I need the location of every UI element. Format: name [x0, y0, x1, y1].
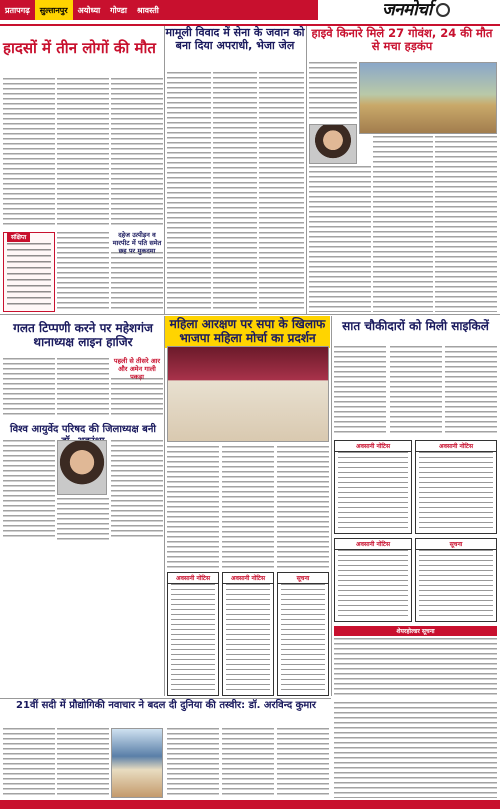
briefs-label: संक्षिप्त: [7, 232, 30, 242]
tab-pratapgarh[interactable]: प्रतापगढ़: [5, 6, 30, 15]
newspaper-brand: जनमोर्चा: [382, 0, 432, 20]
article-text: [390, 346, 442, 436]
article-text: [111, 440, 163, 540]
article-text: [213, 72, 257, 312]
article-text: [111, 78, 163, 228]
notice-title: अवसानी नोटिस: [168, 573, 218, 584]
vishwa-headline: विश्व आयुर्वेद परिषद की जिलाध्यक्ष बनी: [10, 424, 156, 435]
article-text: [259, 72, 304, 312]
article-text: [3, 440, 55, 540]
divider: [164, 316, 165, 696]
legal-notice: [334, 538, 412, 622]
pradhyogiki-headline: 21वीं सदी में प्रौद्योगिकी नवाचार ने बदल दी दुनिया की तस्वीर: डॉ. अरविन्द कुमार: [16, 700, 316, 711]
brand-logo-icon: [436, 3, 450, 17]
notice-title: सूचना: [416, 539, 496, 550]
article-text: [57, 498, 109, 540]
portrait-photo: [57, 440, 107, 495]
dateline: [318, 0, 378, 20]
masthead: [0, 0, 500, 20]
notice-title: सूचना: [278, 573, 328, 584]
article-text: [277, 728, 329, 798]
legal-notice: [334, 440, 412, 534]
article-text: [167, 72, 211, 312]
article-text: [222, 446, 274, 570]
legal-notice: [415, 440, 497, 534]
legal-notice: [415, 538, 497, 622]
tab-gonda[interactable]: गोण्डा: [110, 6, 127, 15]
school-event-photo: [111, 728, 163, 798]
portrait-photo: [309, 124, 357, 164]
notice-title: अवसानी नोटिस: [416, 441, 496, 452]
army-headline: मामूली विवाद में सेना के जवान को बना दिया अपराधी, भेजा जेल: [165, 26, 305, 52]
article-text: [3, 78, 55, 228]
article-text: [57, 358, 109, 418]
legal-notice: [222, 572, 274, 696]
article-text: [277, 446, 329, 570]
article-text: [3, 358, 55, 418]
divider: [331, 316, 332, 696]
article-text: [167, 728, 219, 798]
mahila-headline: महिला आरक्षण पर सपा के खिलाफ भाजपा महिला मोर्चा का प्रदर्शन: [165, 316, 330, 348]
article-text: [167, 446, 219, 570]
legal-notice: [167, 572, 219, 696]
tab-ayodhya[interactable]: अयोध्या: [77, 6, 101, 15]
section-tabs: [0, 0, 318, 20]
cattle-scene-photo: [359, 62, 497, 134]
luteron-headline: पहली से तीसरे आर और अमेन गाली पकड़ा: [113, 357, 161, 381]
lead-headline: हादसों में तीन लोगों की मौत: [3, 39, 156, 57]
divider: [0, 698, 331, 699]
notice-title: अवसानी नोटिस: [335, 539, 411, 550]
saat-headline: सात चौकीदारों को मिली साइकिलें: [342, 319, 489, 333]
divider: [306, 24, 307, 314]
tippani-headline: गलत टिप्पणी करने पर महेशगंज थानाध्यक्ष लाइन हाजिर: [13, 321, 153, 349]
tab-sultanpur[interactable]: सुल्तानपुर: [35, 0, 73, 20]
article-text: [334, 346, 386, 436]
shareholder-notice-title: शेयरहोल्डर सूचना: [334, 626, 497, 636]
footer-bar: [0, 800, 500, 809]
tab-shravasti[interactable]: श्रावस्ती: [136, 6, 159, 15]
briefs-box: [3, 232, 55, 312]
article-text: [111, 378, 163, 418]
divider: [164, 24, 165, 314]
legal-notice: [277, 572, 329, 696]
article-text: [222, 728, 274, 798]
notice-title: अवसानी नोटिस: [223, 573, 273, 584]
article-text: [445, 346, 497, 436]
notice-title: अवसानी नोटिस: [335, 441, 411, 452]
article-text: [309, 166, 371, 312]
divider: [0, 314, 500, 315]
article-text: [57, 728, 109, 798]
article-text: [57, 78, 109, 228]
article-text: [435, 136, 497, 312]
protest-stage-photo: [167, 346, 329, 442]
article-text: [57, 232, 109, 312]
article-text: [111, 252, 163, 312]
article-text: [373, 136, 433, 312]
dahej-headline: दहेज उत्पीड़न व मारपीट में पति समेत छह पर मुकदमा: [112, 231, 162, 255]
article-text: [309, 62, 357, 122]
article-text: [334, 638, 497, 696]
article-text: [3, 728, 55, 798]
article-text: [334, 702, 497, 798]
highway-headline: हाइवे किनारे मिले 27 गोवंश, 24 की मौत से मचा हड़कंप: [311, 26, 493, 54]
